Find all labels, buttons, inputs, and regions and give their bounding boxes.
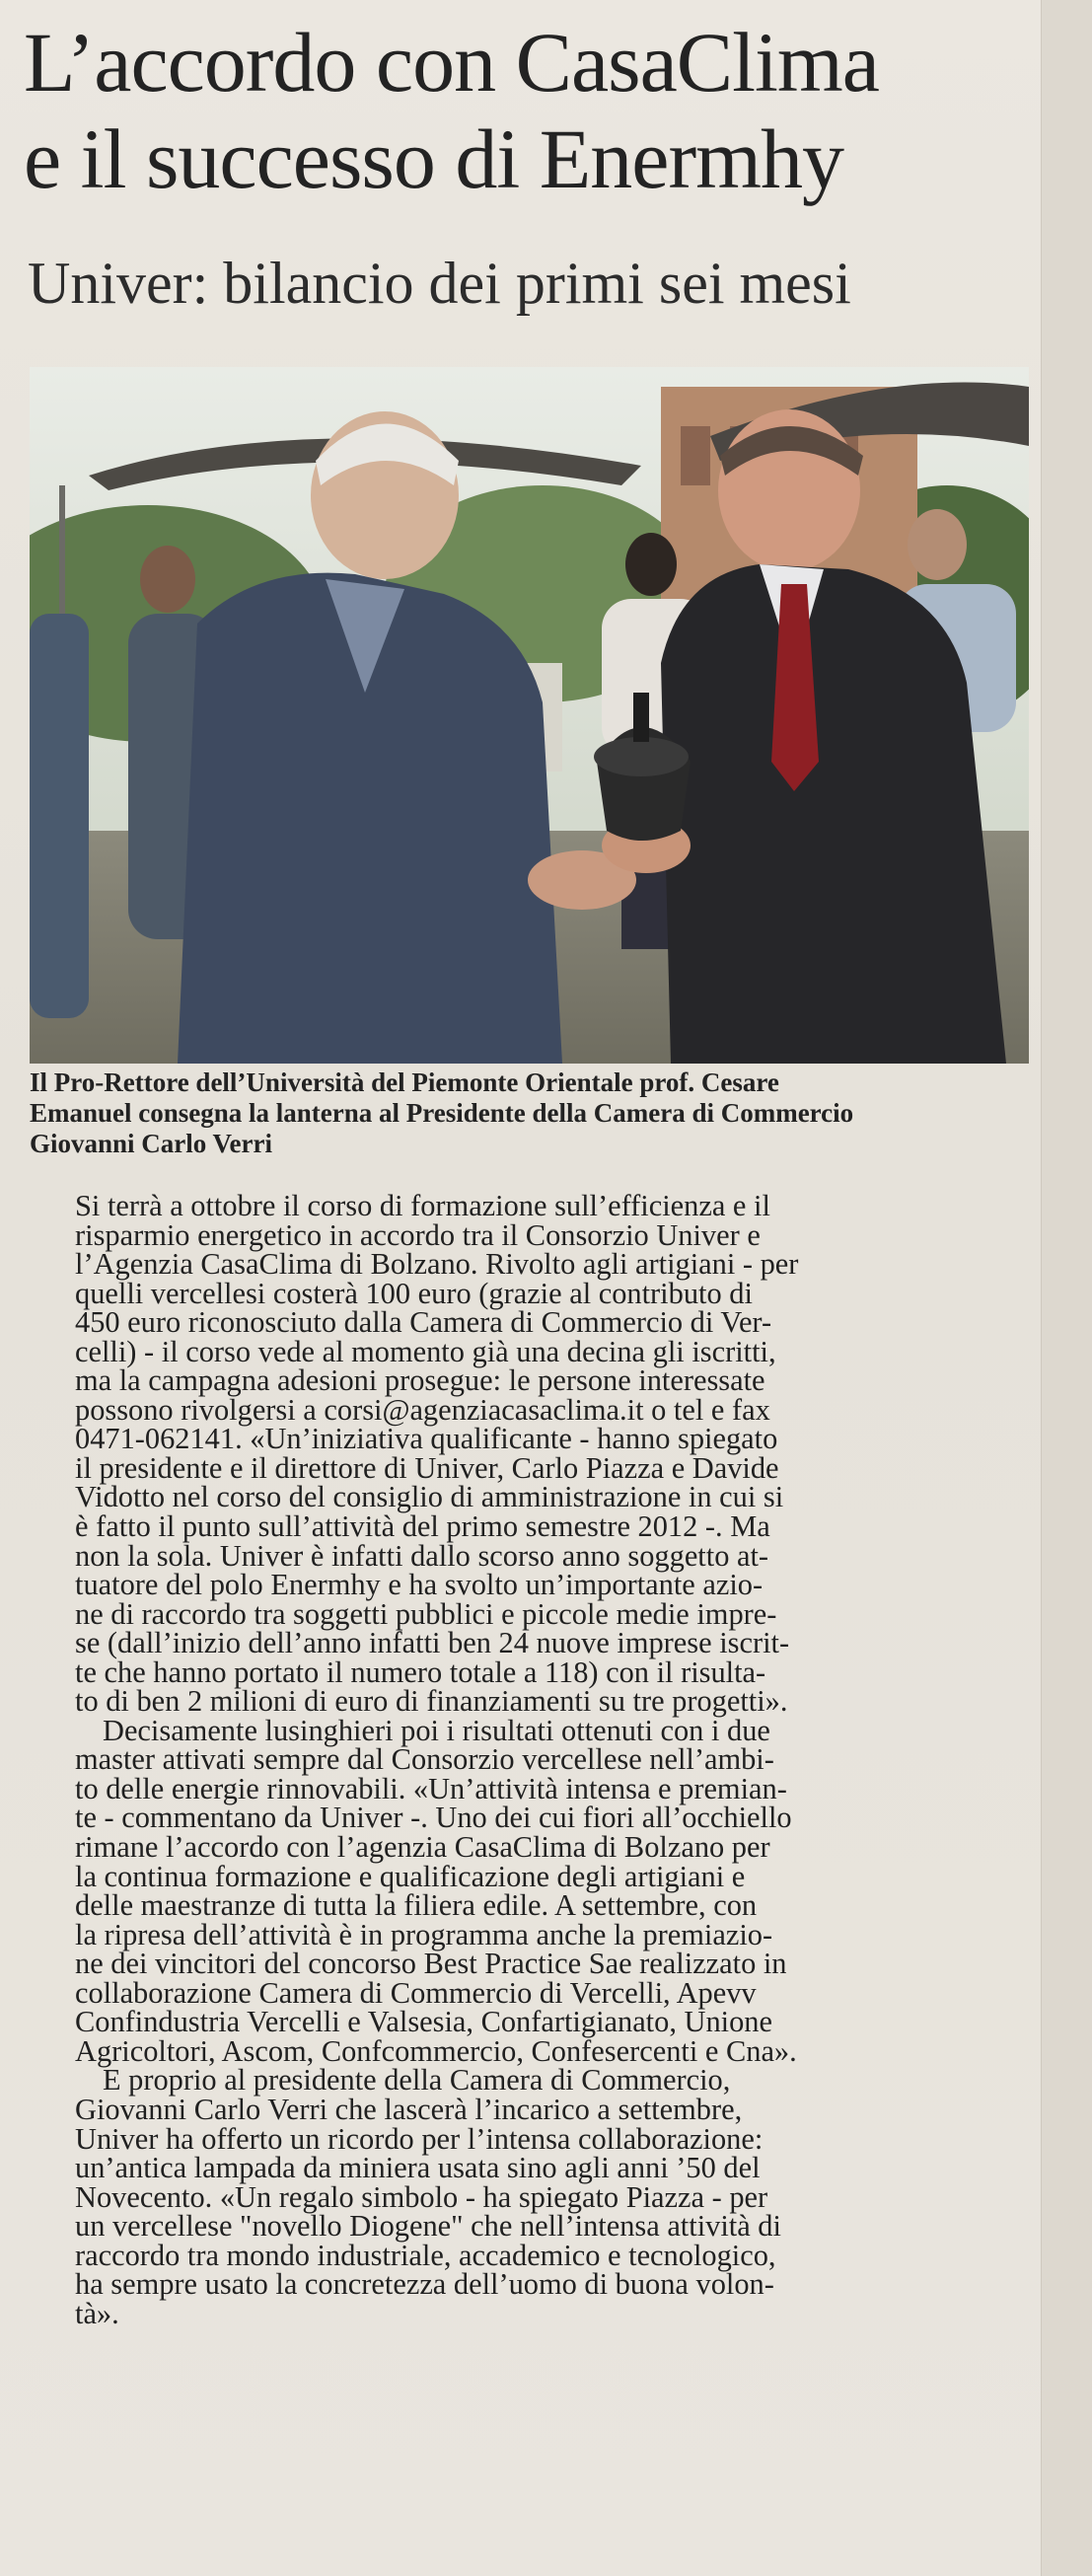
body-line: quelli vercellesi costerà 100 euro (grazie al contributo di [75,1276,753,1310]
body-line: celli) - il corso vede al momento già una decina gli iscritti, [75,1334,776,1368]
body-line: non la sola. Univer è infatti dallo scorso anno soggetto at- [75,1538,769,1573]
body-line: è fatto il punto sull’attività del primo semestre 2012 -. Ma [75,1509,770,1544]
body-line: E proprio al presidente della Camera di Commercio, [103,2063,731,2098]
body-line: Univer ha offerto un ricordo per l’intensa collaborazione: [75,2121,764,2156]
caption-line: Il Pro-Rettore dell’Università del Piemonte Orientale prof. Cesare [30,1067,779,1097]
body-line: ha sempre usato la concretezza dell’uomo di buona volon- [75,2267,774,2302]
body-line: risparmio energetico in accordo tra il Consorzio Univer e [75,1217,761,1252]
body-line: Confindustria Vercelli e Valsesia, Confartigianato, Unione [75,2005,772,2039]
body-line: to di ben 2 milioni di euro di finanziamenti su tre progetti». [75,1684,788,1719]
body-line: Vidotto nel corso del consiglio di amministrazione in cui si [75,1480,784,1514]
body-line: tà». [75,2296,119,2330]
body-line: 450 euro riconosciuto dalla Camera di Commercio di Ver- [75,1305,772,1340]
headline [24,14,1030,207]
body-line: 0471-062141. «Un’iniziativa qualificante - hanno spiegato [75,1422,778,1456]
body-line: raccordo tra mondo industriale, accademico e tecnologico, [75,2238,776,2272]
body-line: possono rivolgersi a corsi@agenziacasaclima.it o tel e fax [75,1392,770,1427]
body-line: tuatore del polo Enermhy e ha svolto un’importante azio- [75,1568,764,1602]
body-line: te che hanno portato il numero totale a 118) con il risulta- [75,1655,766,1689]
body-line: ma la campagna adesioni prosegue: le persone interessate [75,1363,765,1398]
body-line: se (dall’inizio dell’anno infatti ben 24 nuove imprese iscrit- [75,1626,790,1660]
body-line: te - commentano da Univer -. Uno dei cui fiori all’occhiello [75,1801,792,1835]
body-line: la continua formazione e qualificazione degli artigiani e [75,1859,746,1893]
headline-line-1: L’accordo con CasaClima [24,15,879,110]
caption-line: Emanuel consegna la lanterna al Presidente della Camera di Commercio [30,1098,854,1128]
body-line: Giovanni Carlo Verri che lascerà l’incarico a settembre, [75,2092,743,2126]
body-line: la ripresa dell’attività è in programma anche la premiazio- [75,1917,773,1951]
body-line: Si terrà a ottobre il corso di formazione sull’efficienza e il [75,1189,770,1222]
body-line: un vercellese "novello Diogene" che nell’intensa attività di [75,2209,781,2244]
body-line: to delle energie rinnovabili. «Un’attività intensa e premian- [75,1771,787,1805]
body-line: l’Agenzia CasaClima di Bolzano. Rivolto agli artigiani - per [75,1247,799,1282]
headline-line-2: e il successo di Enermhy [24,111,844,206]
body-line: ne dei vincitori del concorso Best Practice Sae realizzato in [75,1947,787,1981]
caption-line: Giovanni Carlo Verri [30,1129,273,1158]
photo-caption [30,1067,1046,1159]
body-line: Decisamente lusinghieri poi i risultati ottenuti con i due [103,1713,770,1747]
article-photo [30,367,1029,1064]
body-line: Novecento. «Un regalo simbolo - ha spiegato Piazza - per [75,2179,768,2214]
body-line: il presidente e il direttore di Univer, Carlo Piazza e Davide [75,1450,779,1485]
article-body [75,1189,1032,2330]
body-line: master attivati sempre dal Consorzio vercellese nell’ambi- [75,1742,774,1777]
body-line: Agricoltori, Ascom, Confcommercio, Confesercenti e Cna». [75,2033,797,2068]
body-line: ne di raccordo tra soggetti pubblici e piccole medie impre- [75,1596,777,1631]
adjacent-column-edge [1041,0,1092,2576]
subheadline: Univer: bilancio dei primi sei mesi [28,251,851,316]
body-line: collaborazione Camera di Commercio di Vercelli, Apevv [75,1975,757,2010]
body-line: un’antica lampada da miniera usata sino agli anni ’50 del [75,2151,761,2185]
body-line: delle maestranze di tutta la filiera edile. A settembre, con [75,1888,758,1923]
body-line: rimane l’accordo con l’agenzia CasaClima di Bolzano per [75,1830,770,1865]
